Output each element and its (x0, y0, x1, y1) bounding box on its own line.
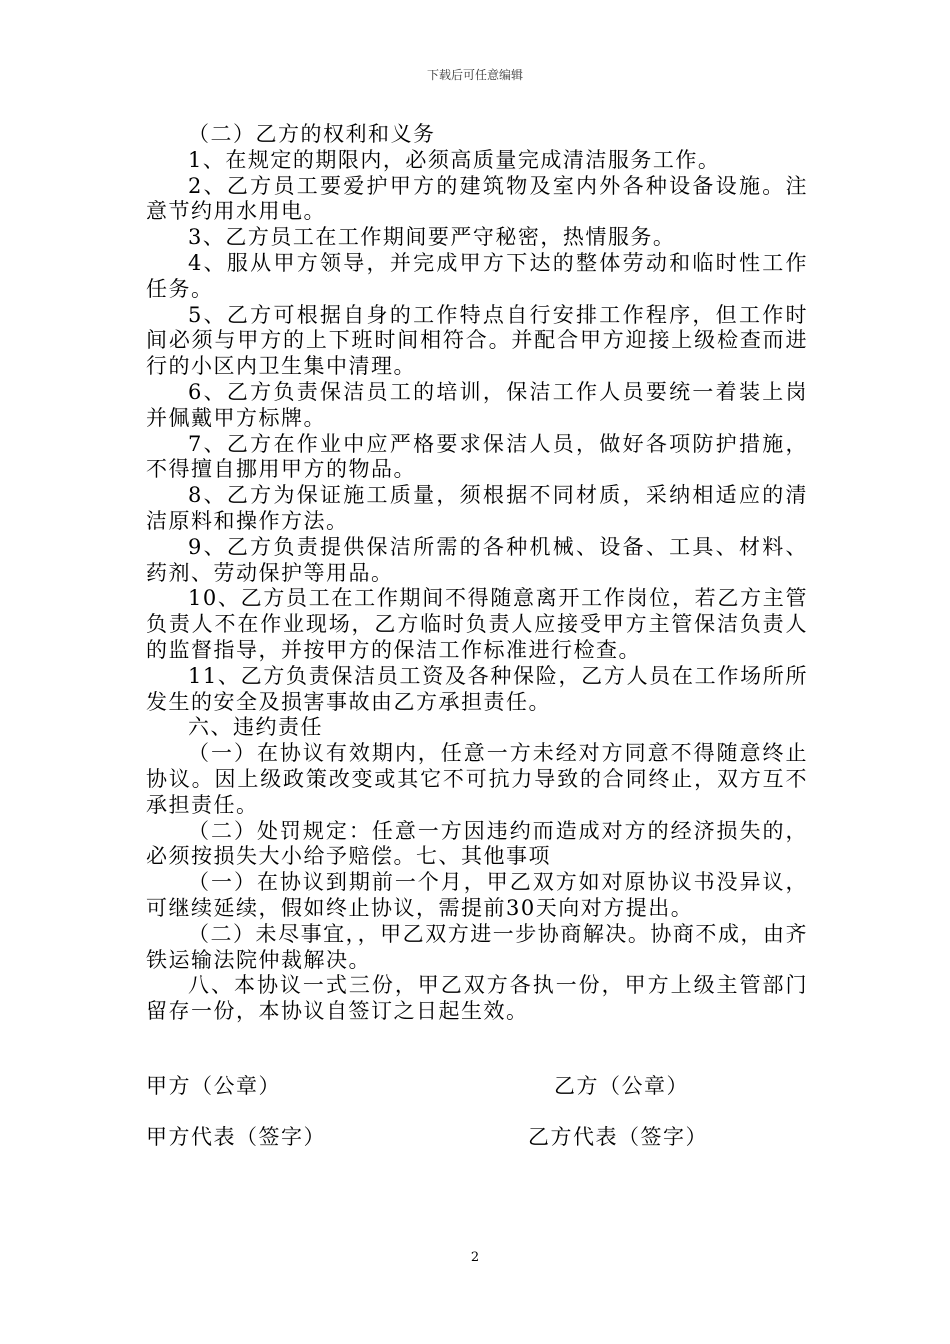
section-title-party-b-rights: （二）乙方的权利和义务 (188, 122, 436, 146)
page-number: 2 (470, 1250, 480, 1265)
clause-2: 2、乙方员工要爱护甲方的建筑物及室内外各种设备设施。注意节约用水用电。 (146, 173, 808, 224)
other-clause-1: （一）在协议到期前一个月，甲乙双方如对原协议书没异议，可继续延续，假如终止协议，需提前30天向对方提出。 (146, 870, 808, 920)
clause-9: 9、乙方负责提供保洁所需的各种机械、设备、工具、材料、药剂、劳动保护等用品。 (146, 534, 808, 585)
party-a-rep-label: 甲方代表（签字） (146, 1125, 326, 1149)
breach-clause-2: （二）处罚规定：任意一方因违约而造成对方的经济损失的，必须按损失大小给予赔偿。七、其他事项 (146, 818, 808, 869)
clause-10: 10、乙方员工在工作期间不得随意离开工作岗位，若乙方主管负责人不在作业现场，乙方临时负责人应接受甲方主管保洁负责人的监督指导，并按甲方的保洁工作标准进行检查。 (146, 586, 808, 662)
clause-11: 11、乙方负责保洁员工资及各种保险，乙方人员在工作场所所发生的安全及损害事故由乙方承担责任。 (146, 663, 808, 714)
clause-3: 3、乙方员工在工作期间要严守秘密，热情服务。 (188, 225, 676, 250)
breach-clause-1: （一）在协议有效期内，任意一方未经对方同意不得随意终止协议。因上级政策改变或其它不可抗力导致的合同终止，双方互不承担责任。 (146, 741, 808, 817)
section-title-breach: 六、违约责任 (188, 715, 323, 740)
other-clause-2: （二）未尽事宜，，甲乙双方进一步协商解决。协商不成，由齐铁运输法院仲裁解决。 (146, 921, 808, 972)
clause-8: 8、乙方为保证施工质量，须根据不同材质，采纳相适应的清洁原料和操作方法。 (146, 483, 808, 533)
clause-5: 5、乙方可根据自身的工作特点自行安排工作程序，但工作时间必须与甲方的上下班时间相符合。并配合甲方迎接上级检查而进行的小区内卫生集中清理。 (146, 302, 808, 379)
clause-7: 7、乙方在作业中应严格要求保洁人员，做好各项防护措施，不得擅自挪用甲方的物品。 (146, 431, 808, 482)
clause-6: 6、乙方负责保洁员工的培训，保洁工作人员要统一着装上岗并佩戴甲方标牌。 (146, 379, 808, 430)
clause-4: 4、服从甲方领导，并完成甲方下达的整体劳动和临时性工作任务。 (146, 250, 808, 301)
section-eight: 八、本协议一式三份，甲乙双方各执一份，甲方上级主管部门留存一份，本协议自签订之日起生效。 (146, 973, 808, 1024)
party-b-seal-label: 乙方（公章） (554, 1074, 689, 1098)
document-body (146, 122, 808, 1025)
clause-1: 1、在规定的期限内，必须高质量完成清洁服务工作。 (188, 147, 721, 172)
party-b-rep-label: 乙方代表（签字） (528, 1125, 708, 1149)
page-header: 下载后可任意编辑 (426, 68, 523, 82)
party-a-seal-label: 甲方（公章） (146, 1074, 281, 1098)
